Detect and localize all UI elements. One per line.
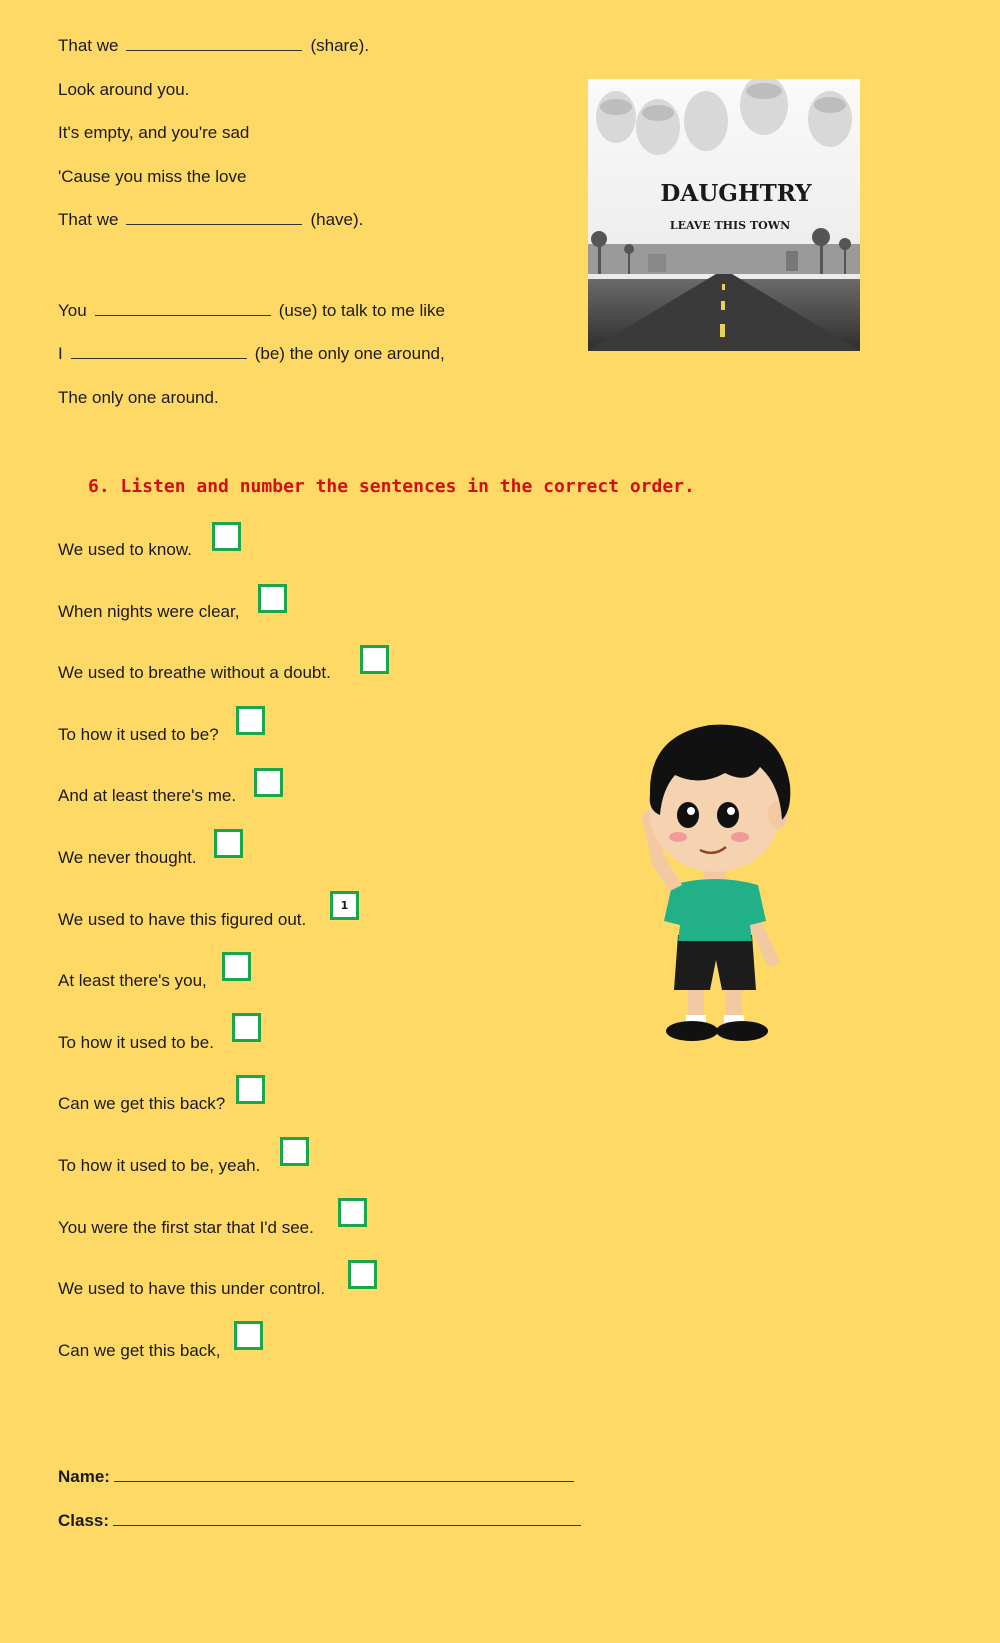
album-band-name: DAUGHTRY xyxy=(660,180,812,207)
fill-blank-input[interactable] xyxy=(95,301,271,316)
lyric-line-1 xyxy=(58,36,369,56)
order-number-box[interactable] xyxy=(234,1321,263,1350)
lyric-text: That we xyxy=(58,210,119,229)
sentence-text: You were the first star that I'd see. xyxy=(58,1217,314,1237)
order-number-box[interactable] xyxy=(214,829,243,858)
order-number-box[interactable] xyxy=(280,1137,309,1166)
lyric-text: That we xyxy=(58,36,119,55)
lyric-line-8: The only one around. xyxy=(58,388,219,407)
order-number-box[interactable] xyxy=(222,952,251,981)
sentence-text: Can we get this back? xyxy=(58,1094,226,1114)
verb-hint: (share). xyxy=(310,36,370,55)
sentence-text: We used to have this figured out. xyxy=(58,909,307,929)
lyric-line-4: 'Cause you miss the love xyxy=(58,167,247,186)
order-number-box[interactable]: 1 xyxy=(330,891,359,920)
order-number-box[interactable] xyxy=(360,645,389,674)
thinking-boy-illustration xyxy=(630,715,810,1070)
class-input[interactable] xyxy=(113,1509,581,1526)
name-field-row xyxy=(58,1465,574,1487)
fill-blank-input[interactable] xyxy=(71,344,247,359)
sentence-text: Can we get this back, xyxy=(58,1340,221,1360)
album-title: LEAVE THIS TOWN xyxy=(669,219,791,232)
lyric-line-5 xyxy=(58,210,363,230)
lyric-text: I xyxy=(58,344,63,363)
order-number-box[interactable] xyxy=(212,522,241,551)
lyric-line-2: Look around you. xyxy=(58,80,190,99)
order-number-box[interactable] xyxy=(254,768,283,797)
lyric-text: You xyxy=(58,301,87,320)
sentence-text: To how it used to be. xyxy=(58,1032,214,1052)
album-cover-image xyxy=(588,79,860,351)
sentence-text: We used to have this under control. xyxy=(58,1279,326,1299)
order-number-box[interactable] xyxy=(258,584,287,613)
sentence-text: And at least there's me. xyxy=(58,786,237,806)
fill-blank-input[interactable] xyxy=(126,210,302,225)
fill-blank-input[interactable] xyxy=(126,36,302,51)
order-number-box[interactable] xyxy=(236,706,265,735)
verb-hint: (use) to talk to me like xyxy=(278,301,445,320)
verb-hint: (be) the only one around, xyxy=(254,344,445,363)
class-label: Class: xyxy=(58,1511,110,1530)
exercise-title: 6. Listen and number the sentences in the correct order. xyxy=(88,476,695,497)
lyric-line-6 xyxy=(58,301,445,321)
lyric-line-3: It's empty, and you're sad xyxy=(58,123,250,142)
lyric-line-7 xyxy=(58,344,445,364)
sentence-text: To how it used to be, yeah. xyxy=(58,1156,261,1175)
sentence-text: To how it used to be? xyxy=(58,724,219,744)
sentence-text: We used to know. xyxy=(58,540,192,559)
class-field-row xyxy=(58,1509,581,1531)
name-label: Name: xyxy=(58,1467,110,1486)
order-number-box[interactable] xyxy=(338,1198,367,1227)
sentence-text: We never thought. xyxy=(58,848,197,867)
order-number-box[interactable] xyxy=(236,1075,265,1104)
sentence-text: When nights were clear, xyxy=(58,601,240,621)
order-number-box[interactable] xyxy=(348,1260,377,1289)
sentence-text: At least there's you, xyxy=(58,971,207,991)
verb-hint: (have). xyxy=(310,210,364,229)
sentence-text: We used to breathe without a doubt. xyxy=(58,663,331,683)
order-number-box[interactable] xyxy=(232,1013,261,1042)
name-input[interactable] xyxy=(114,1465,574,1482)
